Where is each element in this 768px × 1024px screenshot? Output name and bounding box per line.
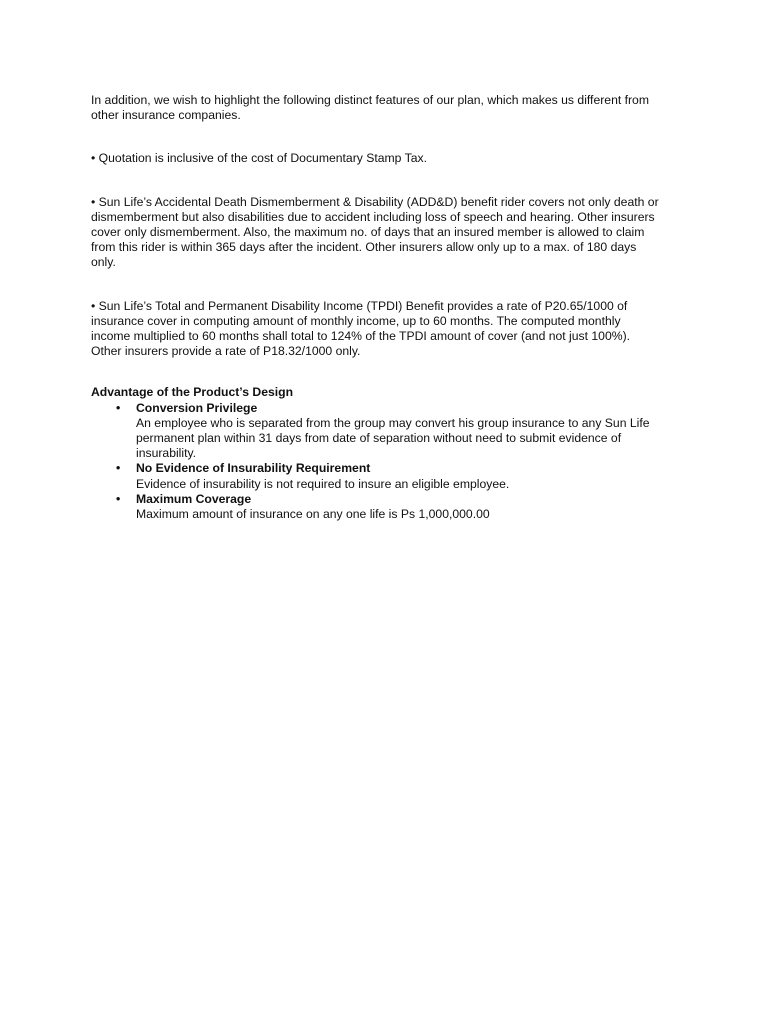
intro-paragraph: In addition, we wish to highlight the following distinct features of our plan, which makes us different from other insurance companies. bbox=[91, 93, 649, 123]
list-item bbox=[91, 492, 681, 522]
bullet-marker: • bbox=[116, 400, 121, 415]
advantage-body-maximum-coverage: Maximum amount of insurance on any one life is Ps 1,000,000.00 bbox=[136, 507, 490, 522]
advantage-title-no-evidence: No Evidence of Insurability Requirement bbox=[136, 461, 371, 476]
advantage-body-no-evidence: Evidence of insurability is not required to insure an eligible employee. bbox=[136, 476, 510, 491]
bullet-marker: • bbox=[116, 491, 121, 506]
advantages-list bbox=[91, 401, 681, 523]
section-heading-advantages: Advantage of the Product’s Design bbox=[91, 385, 294, 400]
feature-add-d-rider: • Sun Life’s Accidental Death Dismemberment & Disability (ADD&D) benefit rider covers not only death or dismemberment but also disabilities due to accident including loss of speech and hearing. Other insurers cover only dismemberment. Also, the maximum no. of days that an insured member is allowed to claim from this rider is within 365 days after the incident. Other insurers allow only up to a max. of 180 days only. bbox=[91, 194, 659, 270]
document-page bbox=[91, 93, 681, 522]
list-item bbox=[91, 461, 681, 491]
bullet-marker: • bbox=[116, 461, 121, 476]
advantage-title-conversion-privilege: Conversion Privilege bbox=[136, 400, 258, 415]
advantage-title-maximum-coverage: Maximum Coverage bbox=[136, 491, 252, 506]
feature-stamp-tax: • Quotation is inclusive of the cost of Documentary Stamp Tax. bbox=[91, 151, 427, 166]
list-item bbox=[91, 401, 681, 462]
advantage-body-conversion-privilege: An employee who is separated from the group may convert his group insurance to any Sun Life permanent plan within 31 days from date of separation without need to submit evidence of insurability. bbox=[136, 415, 650, 461]
feature-tpdi-benefit: • Sun Life’s Total and Permanent Disability Income (TPDI) Benefit provides a rate of P20.65/1000 of insurance cover in computing amount of monthly income, up to 60 months. The computed monthly income multiplied to 60 months shall total to 124% of the TPDI amount of cover (and not just 100%). Other insurers provide a rate of P18.32/1000 only. bbox=[91, 298, 631, 359]
